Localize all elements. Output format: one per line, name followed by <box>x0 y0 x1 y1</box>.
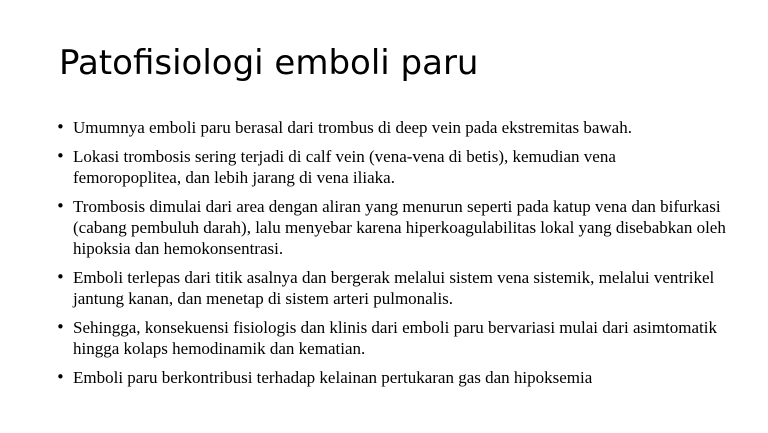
bullet-dot-icon: • <box>56 268 65 286</box>
bullet-text: Emboli paru berkontribusi terhadap kelainan pertukaran gas dan hipoksemia <box>73 368 593 387</box>
slide-title: Patofisiologi emboli paru <box>59 43 479 83</box>
bullet-list <box>56 117 726 396</box>
bullet-dot-icon: • <box>56 197 65 215</box>
bullet-item <box>56 146 726 188</box>
bullet-dot-icon: • <box>56 147 65 165</box>
bullet-item <box>56 196 726 259</box>
bullet-text: Lokasi trombosis sering terjadi di calf vein (vena-vena di betis), kemudian vena femoropoplitea, dan lebih jarang di vena iliaka. <box>73 147 616 187</box>
bullet-item <box>56 317 726 359</box>
bullet-text: Umumnya emboli paru berasal dari trombus di deep vein pada ekstremitas bawah. <box>73 118 632 137</box>
bullet-dot-icon: • <box>56 318 65 336</box>
bullet-item <box>56 267 726 309</box>
bullet-dot-icon: • <box>56 368 65 386</box>
bullet-item <box>56 367 726 388</box>
bullet-text: Sehingga, konsekuensi fisiologis dan klinis dari emboli paru bervariasi mulai dari asimtomatik hingga kolaps hemodinamik dan kematian. <box>73 318 717 358</box>
bullet-item <box>56 117 726 138</box>
bullet-text: Emboli terlepas dari titik asalnya dan bergerak melalui sistem vena sistemik, melalui ventrikel jantung kanan, dan menetap di sistem arteri pulmonalis. <box>73 268 715 308</box>
bullet-text: Trombosis dimulai dari area dengan aliran yang menurun seperti pada katup vena dan bifurkasi (cabang pembuluh darah), lalu menyebar karena hiperkoagulabilitas lokal yang disebabkan oleh hipoksia dan hemokonsentrasi. <box>73 197 726 258</box>
bullet-dot-icon: • <box>56 118 65 136</box>
